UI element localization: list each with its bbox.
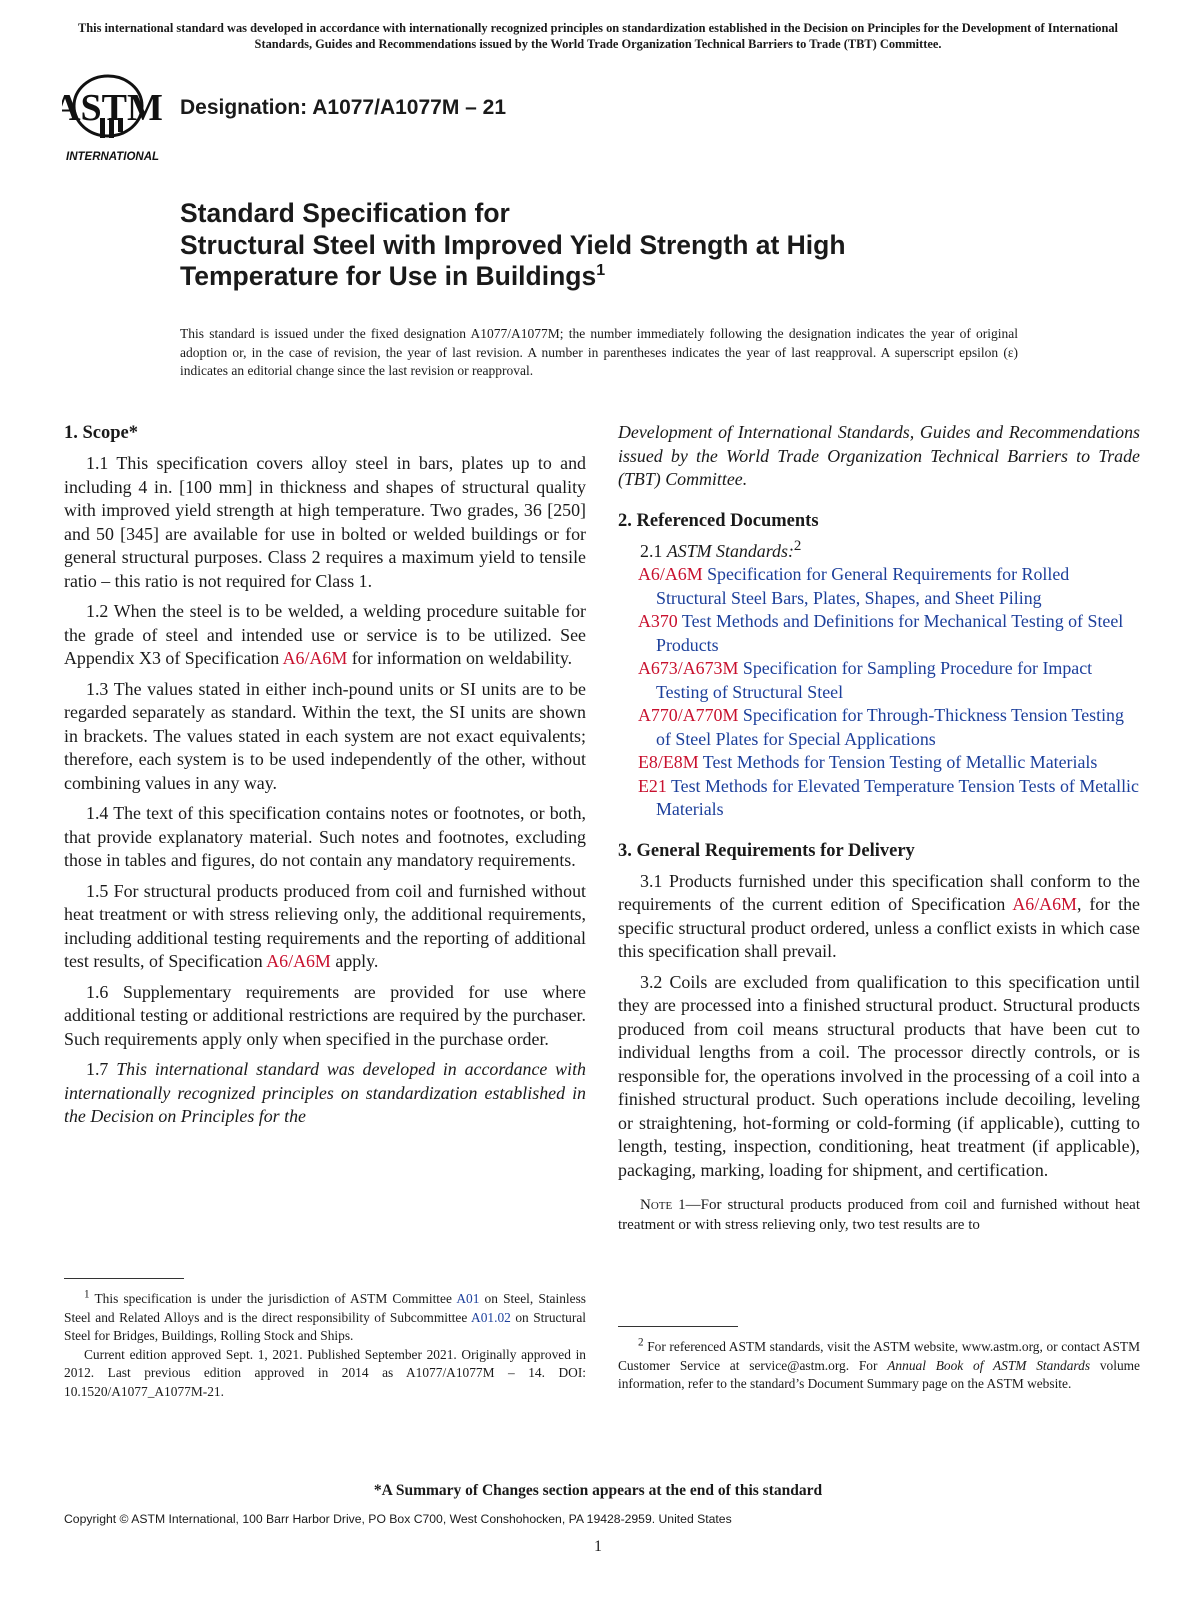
para-1-5: 1.5 For structural products produced from coil and furnished without heat treatment or with stress relieving only, the additional requirements, including additional testing requirements and the reporting of additional test results, of Specification A6/A6M apply. [64, 880, 586, 971]
reference-code-link[interactable]: E21 [638, 775, 667, 796]
para-1-3: 1.3 The values stated in either inch-pound units or SI units are to be regarded separately as standard. Within the text, the SI units are shown in brackets. The values stated in each system are not exact equivalents; therefore, each system is to be used independently of the other, without combining values in any way. [64, 678, 586, 793]
reference-item [618, 704, 1140, 751]
general-requirements-heading: 3. General Requirements for Delivery [618, 840, 915, 861]
footnote-2: $^2$ For referenced ASTM standards, visit the ASTM website, www.astm.org, or contact ASTM Customer Service at service@astm.org. For Annual Book of ASTM Standards volume information, refer to the standard’s Document Summary page on the ASTM website. [618, 1336, 1140, 1391]
link-a6[interactable]: A6/A6M [266, 951, 331, 971]
document-title [180, 198, 846, 293]
summary-of-changes-note: *A Summary of Changes section appears at the end of this standard [373, 1482, 823, 1499]
title-line-1: Standard Specification for [180, 198, 510, 228]
right-column [618, 421, 1140, 1235]
reference-title[interactable]: Specification for Sampling Procedure for Impact Testing of Structural Steel [656, 658, 1093, 702]
issued-note: This standard is issued under the fixed designation A1077/A1077M; the number immediately following the designation indicates the year of original adoption or, in the case of revision, the year of last revision. A number in parentheses indicates the year of last reapproval. A superscript epsilon (ε) indicates an editorial change since the last revision or reapproval. [180, 326, 1018, 379]
reference-code-link[interactable]: E8/E8M [638, 752, 699, 772]
reference-title[interactable]: Specification for Through-Thickness Tension Testing of Steel Plates for Special Applications [656, 705, 1124, 749]
wto-banner: This international standard was developed in accordance with internationally recognized principles on standardization established in the Decision on Principles for the Development of International Standards, Guides and Recommendations issued by the World Trade Organization Technical Barriers to Trade (TBT) Committee. [77, 21, 1119, 51]
reference-title[interactable]: Test Methods for Tension Testing of Metallic Materials [698, 752, 1098, 772]
para-1-4: 1.4 The text of this specification contains notes or footnotes, or both, that provide explanatory material. Such notes and footnotes, excluding those in tables and figures, do not contain any mandatory requirements. [64, 803, 586, 870]
reference-code-link[interactable]: A6/A6M [638, 564, 703, 584]
designation: Designation: A1077/A1077M – 21 [180, 96, 507, 119]
para-1-7: 1.7 This international standard was developed in accordance with internationally recognized principles on standardization established in the Decision on Principles for the [64, 1059, 586, 1126]
astm-logo-subtitle: INTERNATIONAL [66, 151, 160, 163]
reference-item [618, 657, 1140, 704]
reference-item [618, 751, 1140, 775]
reference-code-link[interactable]: A673/A673M [638, 658, 739, 678]
page-number: 1 [594, 1538, 602, 1555]
scope-heading: 1. Scope* [64, 423, 138, 443]
para-3-1: 3.1 Products furnished under this specification shall conform to the requirements of the current edition of Specification A6/A6M, for the specific structural product ordered, unless a conflict exists in which case this specification shall prevail. [618, 870, 1140, 961]
copyright: Copyright © ASTM International, 100 Barr Harbor Drive, PO Box C700, West Conshohocken, PA 19428-2959. United States [64, 1512, 732, 1526]
para-1-1: 1.1 This specification covers alloy steel in bars, plates up to and including 4 in. [100 mm] in thickness and shapes of structural quality with improved yield strength at high temperature. Two grades, 36 [250] and 50 [345] are available for use in bolted or welded buildings or for general structural purposes. Class 2 requires a maximum yield to tensile ratio – this ratio is not required for Class 1. [64, 453, 586, 591]
title-line-3: Temperature for Use in Buildings$^1$ [180, 261, 606, 291]
referenced-documents-list [618, 563, 1140, 822]
link-a01[interactable]: A01 [456, 1291, 480, 1306]
link-a6[interactable]: A6/A6M [282, 648, 348, 668]
astm-logo-mark [62, 70, 170, 166]
footnote-rule-left [64, 1278, 184, 1279]
astm-standards-subheading: 2.1 ASTM Standards:$^2$ [640, 537, 802, 561]
referenced-documents-heading: 2. Referenced Documents [618, 510, 819, 531]
reference-title[interactable]: Test Methods and Definitions for Mechanical Testing of Steel Products [656, 611, 1124, 655]
reference-title[interactable]: Specification for General Requirements for Rolled Structural Steel Bars, Plates, Shapes, and Sheet Piling [656, 564, 1070, 608]
footnote-1-edition: Current edition approved Sept. 1, 2021. Published September 2021. Originally approved in 2012. Last previous edition approved in 2014 as A1077/A1077M – 14. DOI: 10.1520/A1077_A1077M-21. [64, 1346, 586, 1399]
reference-item [618, 610, 1140, 657]
footnote-1: $^1$ This specification is under the jurisdiction of ASTM Committee A01 on Steel, Stainless Steel and Related Alloys and is the direct responsibility of Subcommittee A01.02 on Structural Steel for Bridges, Buildings, Rolling Stock and Ships. Current edition approved Sept. 1, 2021. Published September 2021. Originally approved in 2012. Last previous edition approved in 2014 as A1077/A1077M – 14. DOI: 10.1520/A1077_A1077M-21. [64, 1290, 586, 1401]
left-column [64, 421, 586, 1129]
reference-code-link[interactable]: A370 [638, 611, 678, 631]
astm-logo-letters: ASTM [62, 87, 163, 129]
reference-item [618, 563, 1140, 610]
reference-code-link[interactable]: A770/A770M [638, 705, 739, 725]
title-line-2: Structural Steel with Improved Yield Strength at High [180, 229, 846, 260]
para-1-7-continued: Development of International Standards, Guides and Recommendations issued by the World Trade Organization Technical Barriers to Trade (TBT) Committee. [618, 422, 1140, 489]
title-footnote-mark: 1 [596, 262, 606, 280]
footnote-rule-right [618, 1326, 738, 1327]
reference-title[interactable]: Test Methods for Elevated Temperature Tension Tests of Metallic Materials [656, 775, 1139, 819]
link-a6[interactable]: A6/A6M [1012, 894, 1077, 914]
link-a01-02[interactable]: A01.02 [471, 1309, 511, 1325]
para-1-2: 1.2 When the steel is to be welded, a welding procedure suitable for the grade of steel and intended use or service is to be utilized. See Appendix X3 of Specification A6/A6M for information on weldability. [64, 601, 586, 668]
para-3-2: 3.2 Coils are excluded from qualification to this specification until they are processed into a finished structural product. Structural products produced from coil means structural products that have been cut to individual lengths from a coil. The processor directly controls, or is responsible for, the operations involved in the processing of a coil into a finished structural product. Such operations include decoiling, leveling or straightening, hot-forming or cold-forming (if applicable), cutting to length, testing, inspection, conditioning, heat treatment (if applicable), packaging, marking, loading for shipment, and certification. [618, 971, 1140, 1180]
astm-logo [62, 70, 170, 166]
reference-item [618, 775, 1140, 822]
para-1-6: 1.6 Supplementary requirements are provided for use where additional testing or additional restrictions are required by the purchaser. Such requirements apply only when specified in the purchase order. [64, 981, 586, 1049]
note-1: Note 1—For structural products produced from coil and furnished without heat treatment or with stress relieving only, two test results are to [618, 1197, 1140, 1233]
